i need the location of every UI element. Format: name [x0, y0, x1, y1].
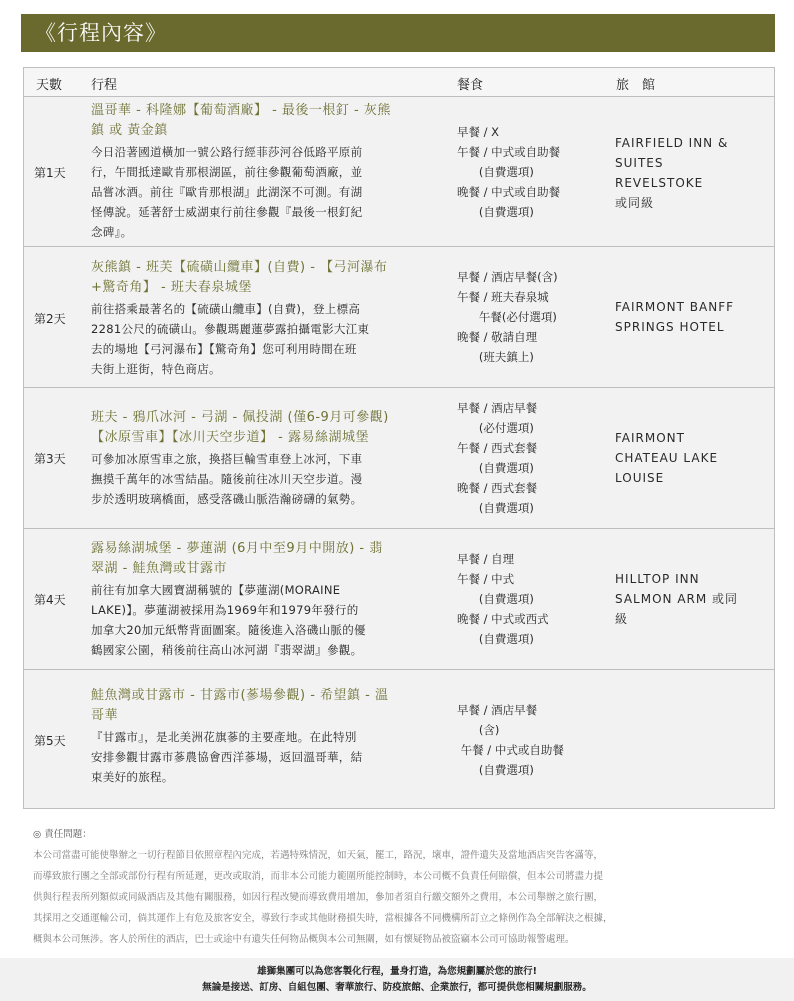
- hotel-line: SPRINGS HOTEL: [615, 320, 725, 334]
- hotel-line: SUITES: [615, 156, 664, 170]
- route-text: 露易絲湖城堡 - 夢蓮湖 (6月中至9月中開放) - 翡 翠湖 - 鮭魚灣或甘露市: [91, 541, 383, 576]
- section-title: 《行程內容》: [35, 21, 167, 45]
- route-text: 溫哥華 - 科隆娜【葡萄酒廠】 - 最後一根釘 - 灰熊 鎮 或 黃金鎮: [91, 103, 391, 138]
- description-text: 可參加冰原雪車之旅，換搭巨輪雪車登上冰河，下車 撫摸千萬年的冰雪結晶。隨後前往冰川天空步道。漫 步於透明玻璃橋面，感受落磯山脈浩瀚磅礴的氣勢。: [91, 452, 363, 506]
- description-text: 前往搭乘最著名的【硫磺山纜車】(自費)，登上標高 2281公尺的硫磺山。參觀瑪麗蓮夢露拍攝電影大江東 去的場地【弓河瀑布】【驚奇角】您可利用時間在班 夫街上逛街，特色商店。: [91, 302, 370, 376]
- itinerary-table: [23, 67, 775, 809]
- responsibility-notes: [33, 824, 773, 950]
- column-header-hotel: 旅 館: [616, 78, 656, 93]
- meals-text: 早餐 / 酒店早餐 (含) 午餐 / 中式或自助餐 (自費選項): [457, 703, 564, 777]
- itinerary-cell: [91, 408, 441, 509]
- day-label: 第4天: [34, 593, 66, 607]
- table-row: [24, 529, 774, 670]
- column-header-itinerary: 行程: [91, 78, 118, 93]
- table-header: [24, 68, 774, 97]
- meals-text: 早餐 / 酒店早餐 (必付選項) 午餐 / 西式套餐 (自費選項) 晚餐 / 西式套餐 (自費選項): [457, 401, 538, 515]
- table-row: [24, 670, 774, 808]
- table-row: [24, 388, 774, 529]
- route-text: 鮭魚灣或甘露市 - 甘露市(蔘場參觀) - 希望鎮 - 溫 哥華: [91, 688, 389, 723]
- hotel-line: FAIRMONT: [615, 431, 685, 445]
- meals-text: 早餐 / 自理 午餐 / 中式 (自費選項) 晚餐 / 中式或西式 (自費選項): [457, 552, 549, 646]
- route-text: 班夫 - 鴉爪冰河 - 弓湖 - 佩投湖 (僅6-9月可參觀) 【冰原雪車】【冰川天空步道】 - 露易絲湖城堡: [91, 410, 389, 445]
- day-label: 第1天: [34, 166, 66, 180]
- itinerary-cell: [91, 539, 441, 660]
- hotel-cell: [615, 428, 765, 488]
- notes-body: 本公司當盡可能使舉辦之一切行程節目依照章程內完成，若遇特殊情況，如天氣，罷工，路況，壞車，證件遺失及當地酒店突告客滿等， 而導致旅行團之全部或部份行程有所延遲，更改或取消，而非本公司能力範圍所能控制時，本公司概不負責任何賠償，但本公司將盡力提 供與行程表所列類似或同級酒店及其他有關服務，如因行程改變而導致費用增加，參加者須自行繳交額外之費用，本公司舉辦之旅行團， 其採用之交通運輸公司，倘其運作上有危及旅客安全，導致行李或其他財務損失時，當根據各不同機構所訂立之條例作為全部解決之根據， 概與本公司無涉。客人於所住的酒店，巴士或途中有遺失任何物品概與本公司無關，如有懷疑物品被盜竊本公司可協助報警處理。: [33, 850, 613, 945]
- description-text: 『甘露市』，是北美洲花旗蔘的主要產地。在此特別 安排參觀甘露市蔘農協會西洋蔘場，返回溫哥華，結 束美好的旅程。: [91, 730, 363, 784]
- footer-line-2: 無論是接送、訂房、自組包團、奢華旅行、防疫旅館、企業旅行，都可提供您相關規劃服務。: [202, 982, 592, 993]
- hotel-line: CHATEAU LAKE: [615, 451, 719, 465]
- hotel-line: 或同級: [615, 196, 655, 210]
- table-row: [24, 247, 774, 388]
- day-label: 第2天: [34, 312, 66, 326]
- itinerary-cell: [91, 101, 441, 242]
- hotel-line: HILLTOP INN: [615, 572, 700, 586]
- route-text: 灰熊鎮 - 班芙【硫磺山纜車】(自費) - 【弓河瀑布 +驚奇角】 - 班夫春泉城堡: [91, 260, 388, 295]
- hotel-line: SALMON ARM 或同: [615, 592, 739, 606]
- hotel-cell: [615, 297, 765, 337]
- itinerary-cell: [91, 258, 441, 379]
- day-label: 第5天: [34, 734, 66, 748]
- day-label: 第3天: [34, 452, 66, 466]
- section-title-bar: [21, 14, 775, 52]
- hotel-line: LOUISE: [615, 471, 665, 485]
- column-header-day: 天數: [36, 78, 63, 93]
- hotel-cell: [615, 569, 765, 629]
- column-header-meals: 餐食: [457, 78, 484, 93]
- hotel-line: REVELSTOKE: [615, 176, 704, 190]
- table-row: [24, 97, 774, 247]
- hotel-line: 級: [615, 612, 629, 626]
- notes-title: ◎ 責任問題：: [33, 829, 92, 840]
- footer-line-1: 雄獅集團可以為您客製化行程，量身打造，為您規劃屬於您的旅行!: [257, 966, 537, 977]
- hotel-line: FAIRFIELD INN &: [615, 136, 729, 150]
- footer-banner: [0, 958, 794, 1001]
- description-text: 前往有加拿大國寶湖稱號的【夢蓮湖(MORAINE LAKE)】。夢蓮湖被採用為1969年和1979年發行的 加拿大20加元紙幣背面圖案。隨後進入洛磯山脈的優 鶴國家公園，稍後前往高山冰河湖『翡翠湖』參觀。: [91, 583, 366, 657]
- meals-text: 早餐 / 酒店早餐(含) 午餐 / 班夫春泉城 午餐(必付選項) 晚餐 / 敬請自理 (班夫鎮上): [457, 270, 558, 364]
- description-text: 今日沿著國道橫加一號公路行經菲莎河谷低路平原前 行，午間抵達歐肯那根湖區，前往參觀葡萄酒廠，並 品嘗冰酒。前往『歐肯那根湖』此湖深不可測。有湖 怪傳說。延著舒士威湖東行前往參觀『最後一根釘紀 念碑』。: [91, 145, 363, 239]
- hotel-line: FAIRMONT BANFF: [615, 300, 735, 314]
- meals-text: 早餐 / X 午餐 / 中式或自助餐 (自費選項) 晚餐 / 中式或自助餐 (自費選項): [457, 125, 561, 219]
- hotel-cell: [615, 133, 765, 213]
- itinerary-cell: [91, 686, 441, 787]
